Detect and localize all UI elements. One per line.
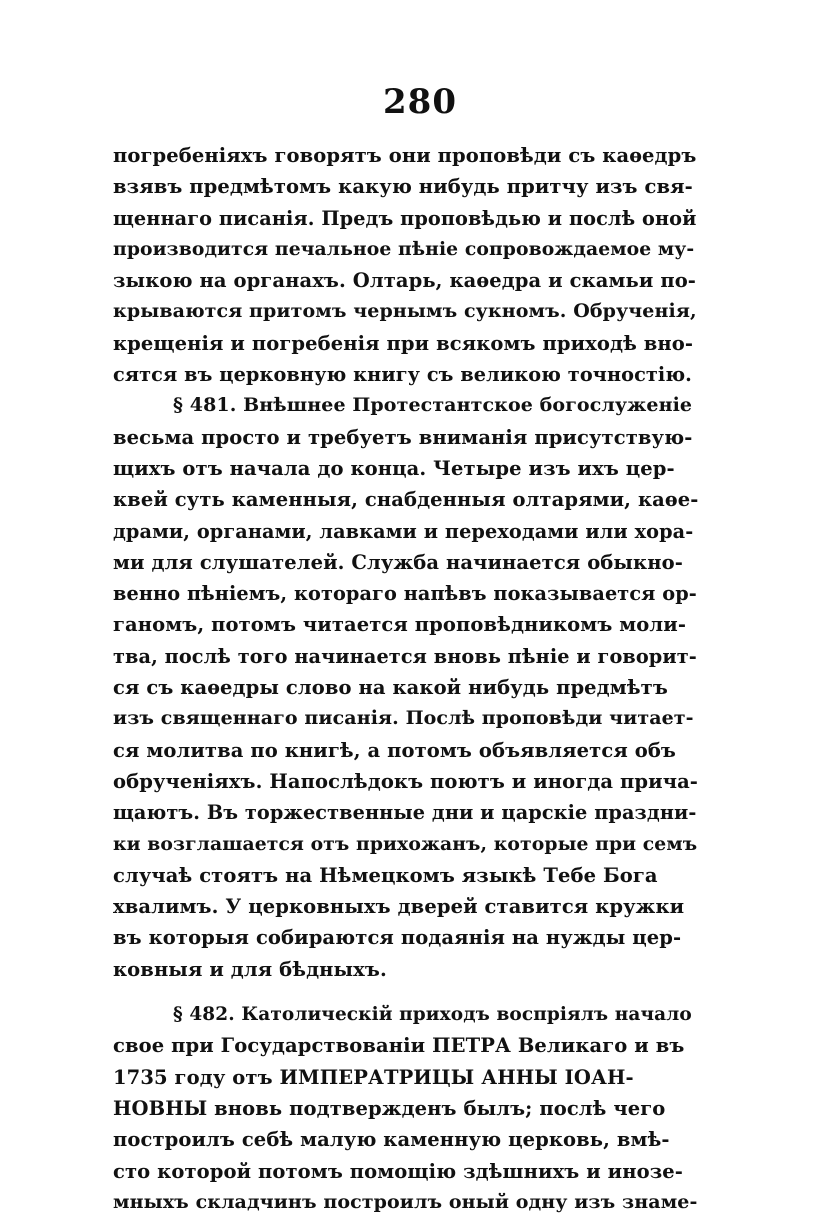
text-line: щаютъ. Въ торжественные дни и царскіе праздни- <box>113 801 697 825</box>
text-line: венно пѣніемъ, котораго напѣвъ показывается ор- <box>113 582 697 606</box>
text-line: ковныя и для бѣдныхъ. <box>113 957 387 981</box>
text-line: ся молитва по книгѣ, а потомъ объявляется объ <box>113 738 676 762</box>
text-line: ганомъ, потомъ читается проповѣдникомъ моли- <box>113 613 687 637</box>
text-line: случаѣ стоятъ на Нѣмецкомъ языкѣ Тебе Бога <box>113 863 658 887</box>
text-line: мныхъ складчинъ построилъ оный одну изъ знаме- <box>113 1190 698 1213</box>
text-line: крываются притомъ чернымъ сукномъ. Обрученія, <box>113 300 697 323</box>
text-line: квей суть каменныя, снабденныя олтарями, каѳе- <box>113 488 699 512</box>
text-line: ми для слушателей. Служба начинается обыкно- <box>113 550 683 574</box>
text-line: ся съ каѳедры слово на какой нибудь предмѣтъ <box>113 676 668 700</box>
text-line: свое при Государствованіи ПЕТРА Великаго и въ <box>113 1034 685 1058</box>
text-line: сятся въ церковную книгу съ великою точностію. <box>113 363 692 387</box>
text-line: тва, послѣ того начинается вновь пѣніе и говорит- <box>113 644 697 668</box>
text-line: обрученіяхъ. Напослѣдокъ поютъ и иногда прича- <box>113 769 699 793</box>
text-line: щеннаго писанія. Предъ проповѣдью и послѣ оной <box>113 206 697 230</box>
text-line: 1735 году отъ ИМПЕРАТРИЦЫ АННЫ ІОАН- <box>113 1065 634 1089</box>
page-number: 280 <box>383 82 457 122</box>
text-line: ки возглашается отъ прихожанъ, которые при семъ <box>113 832 698 855</box>
text-line: сто которой потомъ помощію здѣшнихъ и инозе- <box>113 1159 683 1183</box>
text-line: зыкою на органахъ. Олтарь, каѳедра и скамьи по- <box>113 269 696 293</box>
text-line: построилъ себѣ малую каменную церковь, вмѣ- <box>113 1128 670 1152</box>
text-line: хвалимъ. У церковныхъ дверей ставится кружки <box>113 895 685 919</box>
text-line: драми, органами, лавками и переходами или хора- <box>113 519 694 543</box>
text-line: крещенія и погребенія при всякомъ приходѣ вно- <box>113 331 694 355</box>
text-line: § 482. Католическій приходъ воспріялъ начало <box>173 1004 692 1026</box>
text-line: весьма просто и требуетъ вниманія присутствую- <box>113 425 693 449</box>
text-line: взявъ предмѣтомъ какую нибудь притчу изъ свя- <box>113 175 693 199</box>
body-text <box>113 140 698 1218</box>
text-line: щихъ отъ начала до конца. Четыре изъ ихъ цер- <box>113 456 675 480</box>
text-line: производится печальное пѣніе сопровождаемое му- <box>113 237 695 260</box>
text-line: изъ священнаго писанія. Послѣ проповѣди читает- <box>113 707 694 730</box>
text-line: § 481. Внѣшнее Протестантское богослуженіе <box>173 394 693 417</box>
text-line: въ которыя собираются подаянія на нужды цер- <box>113 926 682 950</box>
text-line: НОВНЫ вновь подтвержденъ былъ; послѣ чего <box>113 1096 666 1120</box>
text-line: погребеніяхъ говорятъ они проповѣди съ каѳедръ <box>113 144 697 167</box>
